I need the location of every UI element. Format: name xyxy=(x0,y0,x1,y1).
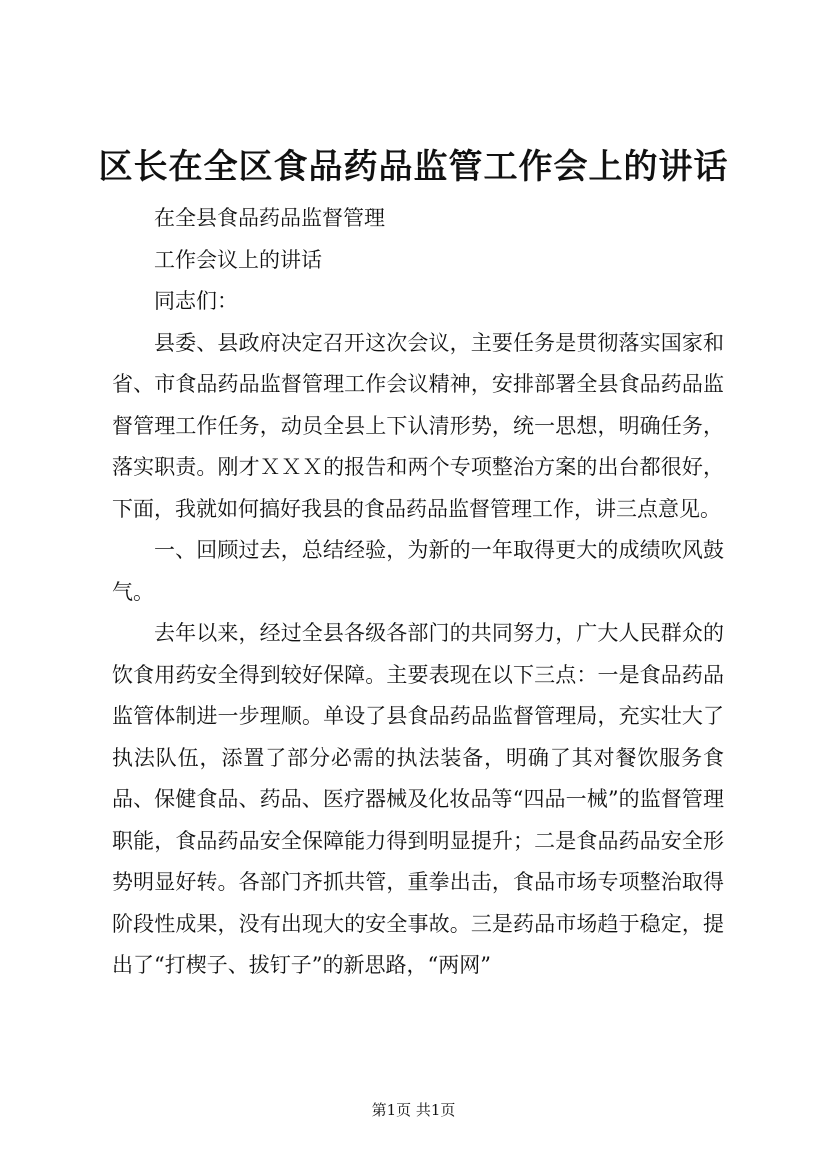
paragraph-review: 去年以来，经过全县各级各部门的共同努力，广大人民群众的饮食用药安全得到较好保障。主要表现在以下三点：一是食品药品监管体制进一步理顺。单设了县食品药品监督管理局，充实壮大了执法队伍，添置了部分必需的执法装备，明确了其对餐饮服务食品、保健食品、药品、医疗器械及化妆品等“四品一械”的监督管理职能，食品药品安全保障能力得到明显提升；二是食品药品安全形势明显好转。各部门齐抓共管，重拳出击，食品市场专项整治取得阶段性成果，没有出现大的安全事故。三是药品市场趋于稳定，提出了“打楔子、拔钉子”的新思路，“两网” xyxy=(112,621,724,977)
paragraph-subtitle-line2: 工作会议上的讲话 xyxy=(154,247,322,272)
paragraph-salutation: 同志们： xyxy=(154,289,238,313)
paragraph-section-heading: 一、回顾过去，总结经验，为新的一年取得更大的成绩吹风鼓气。 xyxy=(112,538,724,604)
paragraph-intro: 县委、县政府决定召开这次会议，主要任务是贯彻落实国家和省、市食品药品监督管理工作会议精神，安排部署全县食品药品监督管理工作任务，动员全县上下认清形势，统一思想，明确任务，落实职责。刚才ＸＸＸ的报告和两个专项整治方案的出台都很好，下面，我就如何搞好我县的食品药品监督管理工作，讲三点意见。 xyxy=(112,330,724,521)
paragraph-subtitle-line1: 在全县食品药品监督管理 xyxy=(154,206,385,230)
document-title: 区长在全区食品药品监管工作会上的讲话 xyxy=(98,147,729,187)
document-body xyxy=(112,198,724,987)
page-footer: 第1页 共1页 xyxy=(371,1101,456,1119)
